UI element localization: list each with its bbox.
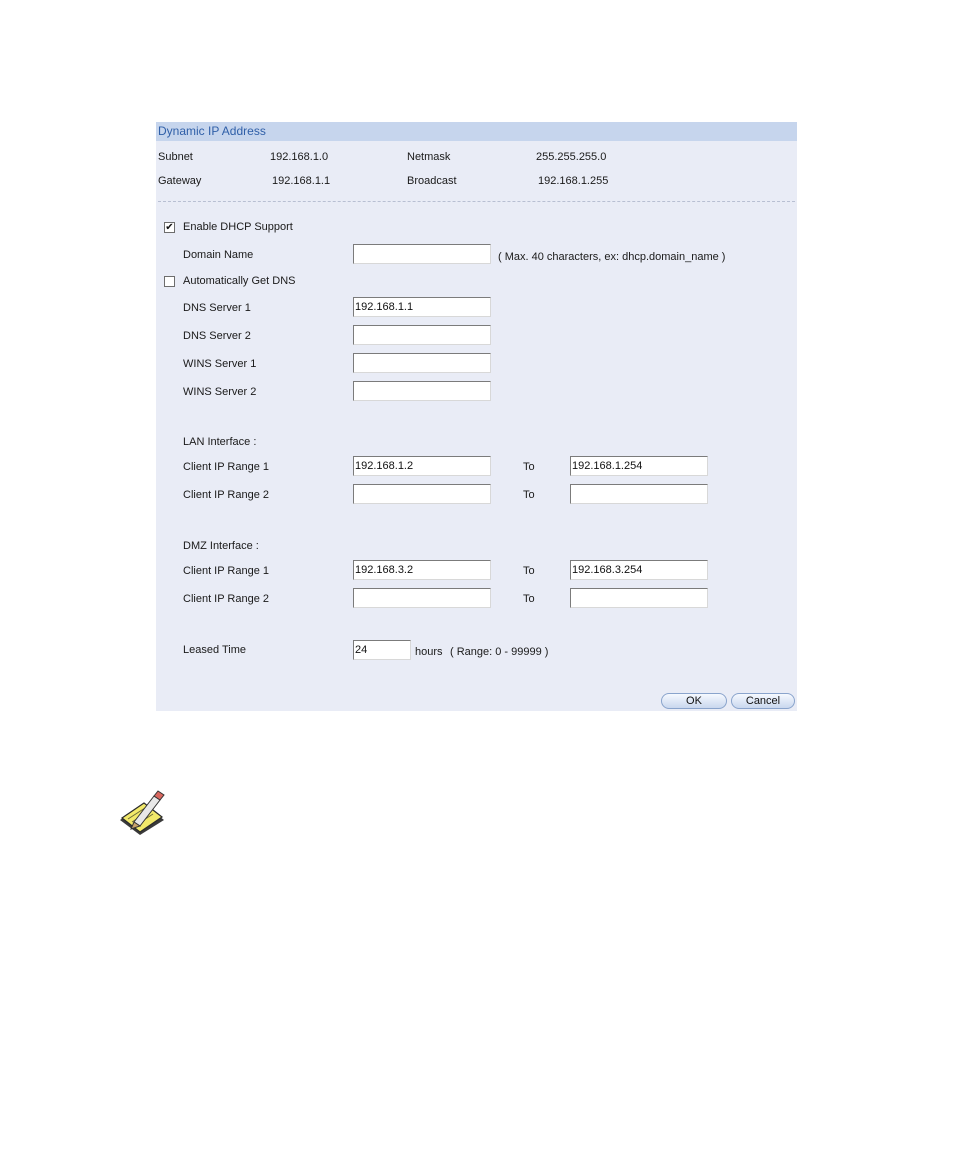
dmz-range-2-label: Client IP Range 2 [183,593,270,605]
auto-dns-checkbox[interactable] [164,276,175,287]
leased-time-input[interactable] [353,640,411,660]
netmask-value: 255.255.255.0 [536,151,607,163]
dns-server-1-input[interactable] [353,297,491,317]
dns-server-1-label: DNS Server 1 [183,302,251,314]
dmz-range-1-label: Client IP Range 1 [183,565,270,577]
lan-range-1-to-label: To [523,461,535,473]
dmz-range-2-to-label: To [523,593,535,605]
auto-dns-label: Automatically Get DNS [183,275,296,287]
ok-button[interactable]: OK [661,693,727,709]
domain-name-hint: ( Max. 40 characters, ex: dhcp.domain_name ) [498,251,726,263]
dmz-range-2-to-input[interactable] [570,588,708,608]
divider [158,201,795,202]
dmz-range-1-to-input[interactable] [570,560,708,580]
dns-server-2-label: DNS Server 2 [183,330,251,342]
lan-range-2-label: Client IP Range 2 [183,489,270,501]
lan-range-2-from-input[interactable] [353,484,491,504]
enable-dhcp-label: Enable DHCP Support [183,221,293,233]
wins-server-1-label: WINS Server 1 [183,358,257,370]
netmask-label: Netmask [407,151,451,163]
lan-range-2-to-label: To [523,489,535,501]
dmz-interface-heading: DMZ Interface : [183,540,259,552]
lan-range-2-to-input[interactable] [570,484,708,504]
wins-server-1-input[interactable] [353,353,491,373]
panel-title: Dynamic IP Address [156,122,797,141]
lan-interface-heading: LAN Interface : [183,436,257,448]
dmz-range-1-to-label: To [523,565,535,577]
broadcast-label: Broadcast [407,175,457,187]
wins-server-2-label: WINS Server 2 [183,386,257,398]
gateway-value: 192.168.1.1 [272,175,331,187]
lan-range-1-label: Client IP Range 1 [183,461,270,473]
leased-time-unit: hours [415,646,443,658]
enable-dhcp-checkbox[interactable]: ✔ [165,222,174,233]
leased-time-hint: ( Range: 0 - 99999 ) [450,646,549,658]
gateway-label: Gateway [158,175,202,187]
subnet-value: 192.168.1.0 [270,151,329,163]
leased-time-label: Leased Time [183,644,246,656]
dns-server-2-input[interactable] [353,325,491,345]
domain-name-label: Domain Name [183,249,254,261]
domain-name-input[interactable] [353,244,491,264]
lan-range-1-to-input[interactable] [570,456,708,476]
note-pencil-icon [118,790,166,836]
lan-range-1-from-input[interactable] [353,456,491,476]
dynamic-ip-panel [156,122,797,711]
dmz-range-1-from-input[interactable] [353,560,491,580]
broadcast-value: 192.168.1.255 [538,175,609,187]
dmz-range-2-from-input[interactable] [353,588,491,608]
wins-server-2-input[interactable] [353,381,491,401]
cancel-button[interactable]: Cancel [731,693,795,709]
subnet-label: Subnet [158,151,193,163]
